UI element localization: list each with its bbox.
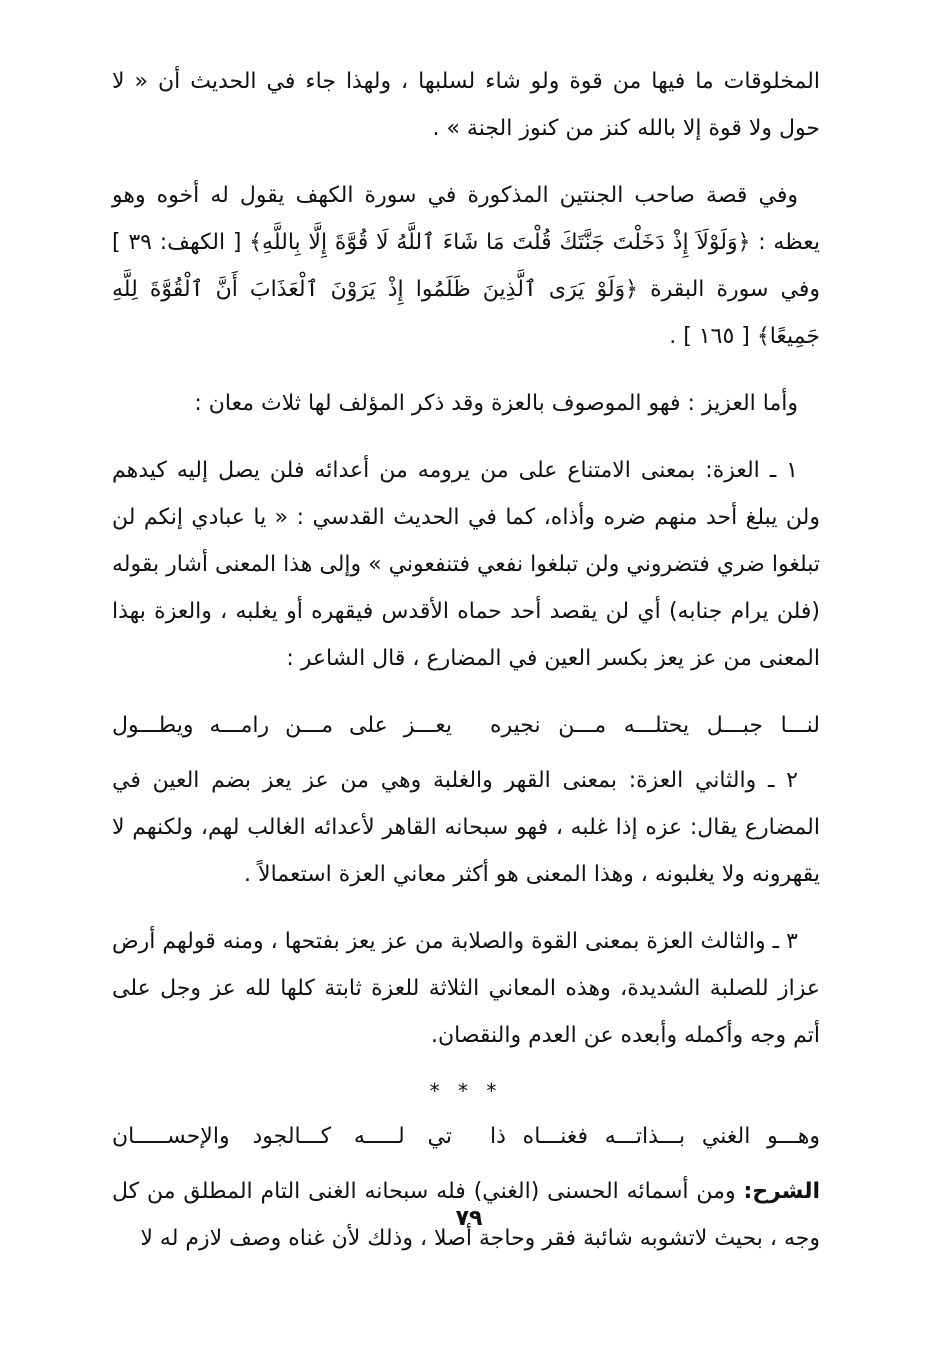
verse-two-second-hemistich: تي لـــــه كـــالجود والإحســـــان [112, 1124, 452, 1149]
verse-one-second-hemistich: يعـــز على مـــن رامـــه ويطـــول [112, 713, 452, 738]
paragraph-meaning-two-text: ٢ ـ والثاني العزة: بمعنى القهر والغلبة وهي من عز يعز بضم العين في المضارع يقال: عزه إذا غلبه ، فهو سبحانه القاهر لأعدائه الغالب لهم، ولكنهم لا يقهرونه ولا يغلبونه ، وهذا المعنى هو أكثر معاني العزة استعمالاً . [112, 768, 820, 887]
paragraph-explanation-text: ومن أسمائه الحسنى (الغني) فله سبحانه الغنى التام المطلق من كل وجه ، بحيث لاتشوبه شائبة فقر وحاجة أصلا ، وذلك لأن غناه وصف لازم له لا [112, 1179, 820, 1251]
page-body [112, 58, 820, 1282]
paragraph-intro [112, 58, 820, 152]
poetry-verse-two [112, 1113, 820, 1160]
paragraph-meaning-one-text: ١ ـ العزة: بمعنى الامتناع على من يرومه من أعدائه فلن يصل إليه كيدهم ولن يبلغ أحد منهم ضره وأذاه، كما في الحديث القدسي : « يا عبادي إنكم لن تبلغوا ضري فتضروني ولن تبلغوا نفعي فتنفعوني » وإلى هذا المعنى أشار بقوله (فلن يرام جنابه) أي لن يقصد أحد حماه الأقدس فيقهره أو يغلبه ، والعزة بهذا المعنى من عز يعز بكسر العين في المضارع ، قال الشاعر : [112, 458, 820, 671]
paragraph-intro-text: المخلوقات ما فيها من قوة ولو شاء لسلبها ، ولهذا جاء في الحديث أن « لا حول ولا قوة إلا بالله كنز من كنوز الجنة » . [112, 69, 820, 141]
section-separator: * * * [429, 1079, 503, 1103]
paragraph-meaning-three [112, 918, 820, 1059]
poetry-verse-one [112, 702, 820, 749]
paragraph-meaning-one [112, 447, 820, 682]
paragraph-al-aziz [112, 380, 820, 427]
paragraph-meaning-three-text: ٣ ـ والثالث العزة بمعنى القوة والصلابة من عز يعز بفتحها ، ومنه قولهم أرض عزاز للصلبة الشديدة، وهذه المعاني الثلاثة للعزة ثابتة كلها لله عز وجل على أتم وجه وأكمله وأبعده عن العدم والنقصان. [112, 929, 820, 1048]
explanation-lead-word: الشرح: [743, 1179, 820, 1204]
paragraph-al-aziz-text: وأما العزيز : فهو الموصوف بالعزة وقد ذكر المؤلف لها ثلاث معان : [194, 391, 798, 416]
paragraph-meaning-two [112, 757, 820, 898]
paragraph-kahf-baqara-text: وفي قصة صاحب الجنتين المذكورة في سورة الكهف يقول له أخوه وهو يعظه : ﴿وَلَوْلَاَ إِذْ دَخَلْتَ جَنَّتَكَ قُلْتَ مَا شَاءَ ٱللَّهُ لَا قُوَّةَ إِلَّا بِاللَّهِ﴾ [ الكهف: ٣٩ ] وفي سورة البقرة ﴿وَلَوْ يَرَى ٱلَّذِينَ ظَلَمُوا إِذْ يَرَوْنَ ٱلْعَذَابَ أَنَّ ٱلْقُوَّةَ لِلَّهِ جَمِيعًا﴾ [ ١٦٥ ] . [112, 183, 821, 349]
verse-two-first-hemistich: وهـــو الغني بـــذاتـــه فغنـــاه ذا [490, 1124, 820, 1149]
page-number: ٧٩ [455, 1206, 483, 1231]
verse-one-first-hemistich: لنـــا جبـــل يحتلـــه مـــن نجيره [490, 713, 820, 738]
paragraph-kahf-baqara [112, 172, 820, 360]
